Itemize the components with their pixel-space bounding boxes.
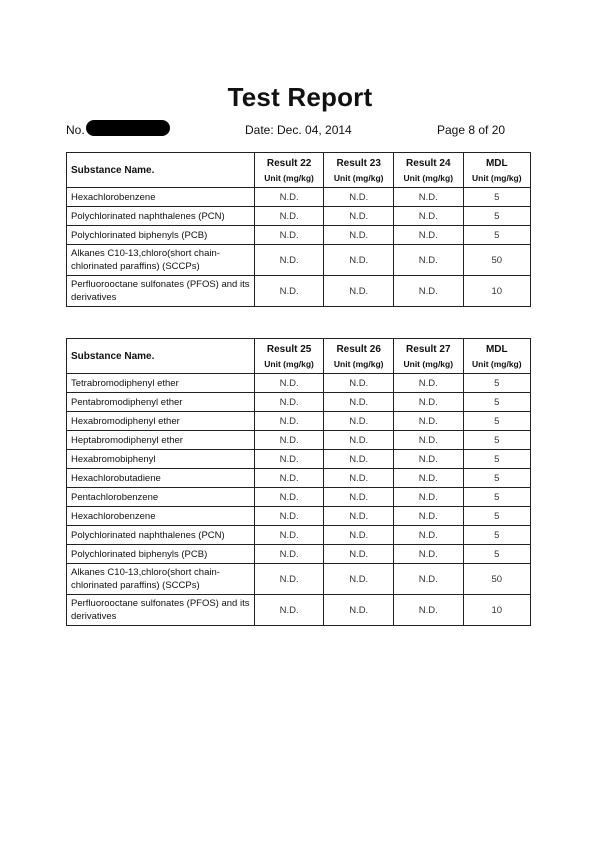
result-value: N.D. xyxy=(324,469,394,488)
result-value: N.D. xyxy=(254,545,324,564)
result-header-label: Result 23 xyxy=(336,157,381,169)
result-header xyxy=(393,153,463,188)
substance-name: Perfluorooctane sulfonates (PFOS) and its derivatives xyxy=(67,595,255,626)
table-row xyxy=(67,507,531,526)
result-value: N.D. xyxy=(324,245,394,276)
unit-label: Unit (mg/kg) xyxy=(333,172,384,183)
table-row xyxy=(67,188,531,207)
substance-name: Perfluorooctane sulfonates (PFOS) and its derivatives xyxy=(67,276,255,307)
report-number-label: No. xyxy=(66,123,85,137)
substance-name: Polychlorinated biphenyls (PCB) xyxy=(67,226,255,245)
table-row xyxy=(67,450,531,469)
result-value: N.D. xyxy=(324,595,394,626)
table-row xyxy=(67,226,531,245)
mdl-value: 50 xyxy=(463,245,530,276)
substance-name: Polychlorinated biphenyls (PCB) xyxy=(67,545,255,564)
result-value: N.D. xyxy=(393,488,463,507)
redaction-mark xyxy=(86,120,170,136)
result-value: N.D. xyxy=(324,276,394,307)
substance-name: Tetrabromodiphenyl ether xyxy=(67,374,255,393)
unit-label: Unit (mg/kg) xyxy=(472,172,522,183)
mdl-header xyxy=(463,153,530,188)
unit-label: Unit (mg/kg) xyxy=(264,358,314,369)
unit-label: Unit (mg/kg) xyxy=(472,358,522,369)
mdl-value: 10 xyxy=(463,595,530,626)
result-value: N.D. xyxy=(393,374,463,393)
result-value: N.D. xyxy=(393,595,463,626)
result-header xyxy=(254,153,324,188)
substance-name: Polychlorinated naphthalenes (PCN) xyxy=(67,207,255,226)
mdl-value: 10 xyxy=(463,276,530,307)
result-value: N.D. xyxy=(254,374,324,393)
table-row xyxy=(67,207,531,226)
mdl-value: 5 xyxy=(463,226,530,245)
result-header xyxy=(324,153,394,188)
table-row xyxy=(67,595,531,626)
table-row xyxy=(67,545,531,564)
table-row xyxy=(67,469,531,488)
mdl-value: 5 xyxy=(463,374,530,393)
table-row xyxy=(67,526,531,545)
substance-name: Hexachlorobenzene xyxy=(67,507,255,526)
substance-name: Hexachlorobenzene xyxy=(67,188,255,207)
result-value: N.D. xyxy=(324,393,394,412)
mdl-value: 5 xyxy=(463,450,530,469)
result-value: N.D. xyxy=(393,412,463,431)
mdl-value: 5 xyxy=(463,207,530,226)
result-value: N.D. xyxy=(324,431,394,450)
table-row xyxy=(67,412,531,431)
result-value: N.D. xyxy=(393,245,463,276)
mdl-value: 50 xyxy=(463,564,530,595)
result-value: N.D. xyxy=(393,393,463,412)
result-header-label: Result 25 xyxy=(266,343,312,355)
result-value: N.D. xyxy=(254,276,324,307)
result-value: N.D. xyxy=(254,469,324,488)
result-value: N.D. xyxy=(393,469,463,488)
result-value: N.D. xyxy=(324,545,394,564)
results-table-2 xyxy=(66,338,531,626)
result-value: N.D. xyxy=(254,412,324,431)
mdl-value: 5 xyxy=(463,488,530,507)
mdl-value: 5 xyxy=(463,431,530,450)
result-value: N.D. xyxy=(393,226,463,245)
substance-name: Alkanes C10-13,chloro(short chain-chlorinated paraffins) (SCCPs) xyxy=(67,564,255,595)
result-value: N.D. xyxy=(254,431,324,450)
result-value: N.D. xyxy=(254,564,324,595)
result-value: N.D. xyxy=(254,245,324,276)
report-title: Test Report xyxy=(227,82,373,112)
result-value: N.D. xyxy=(254,595,324,626)
result-header-label: Result 22 xyxy=(266,157,312,169)
result-header xyxy=(393,339,463,374)
unit-label: Unit (mg/kg) xyxy=(333,358,384,369)
result-value: N.D. xyxy=(393,526,463,545)
table-row xyxy=(67,276,531,307)
substance-name: Pentachlorobenzene xyxy=(67,488,255,507)
substance-name: Hexabromodiphenyl ether xyxy=(67,412,255,431)
substance-name: Hexabromobiphenyl xyxy=(67,450,255,469)
mdl-value: 5 xyxy=(463,393,530,412)
substance-name: Polychlorinated naphthalenes (PCN) xyxy=(67,526,255,545)
result-value: N.D. xyxy=(393,450,463,469)
result-header-label: Result 27 xyxy=(406,343,451,355)
mdl-header xyxy=(463,339,530,374)
table-row xyxy=(67,393,531,412)
result-value: N.D. xyxy=(254,393,324,412)
mdl-value: 5 xyxy=(463,526,530,545)
result-header-label: Result 24 xyxy=(406,157,451,169)
mdl-value: 5 xyxy=(463,507,530,526)
table-row xyxy=(67,245,531,276)
table-row xyxy=(67,431,531,450)
result-value: N.D. xyxy=(393,564,463,595)
mdl-value: 5 xyxy=(463,188,530,207)
result-value: N.D. xyxy=(393,545,463,564)
result-value: N.D. xyxy=(324,526,394,545)
mdl-value: 5 xyxy=(463,412,530,431)
results-table-1 xyxy=(66,152,531,307)
result-header xyxy=(324,339,394,374)
result-value: N.D. xyxy=(324,188,394,207)
result-value: N.D. xyxy=(393,431,463,450)
result-value: N.D. xyxy=(393,188,463,207)
result-value: N.D. xyxy=(324,412,394,431)
substance-name: Alkanes C10-13,chloro(short chain-chlorinated paraffins) (SCCPs) xyxy=(67,245,255,276)
result-value: N.D. xyxy=(324,564,394,595)
result-value: N.D. xyxy=(324,374,394,393)
result-value: N.D. xyxy=(393,207,463,226)
result-value: N.D. xyxy=(393,507,463,526)
unit-label: Unit (mg/kg) xyxy=(403,358,454,369)
result-value: N.D. xyxy=(324,507,394,526)
mdl-header-label: MDL xyxy=(485,343,508,355)
result-value: N.D. xyxy=(254,526,324,545)
result-value: N.D. xyxy=(324,226,394,245)
mdl-value: 5 xyxy=(463,469,530,488)
mdl-header-label: MDL xyxy=(485,157,508,169)
result-value: N.D. xyxy=(324,488,394,507)
substance-name: Heptabromodiphenyl ether xyxy=(67,431,255,450)
table-row xyxy=(67,488,531,507)
table-header-row xyxy=(67,339,531,374)
table-row xyxy=(67,564,531,595)
report-date: Date: Dec. 04, 2014 xyxy=(245,123,352,137)
unit-label: Unit (mg/kg) xyxy=(403,172,454,183)
result-header xyxy=(254,339,324,374)
result-value: N.D. xyxy=(324,207,394,226)
table-row xyxy=(67,374,531,393)
result-value: N.D. xyxy=(324,450,394,469)
unit-label: Unit (mg/kg) xyxy=(264,172,314,183)
substance-name: Hexachlorobutadiene xyxy=(67,469,255,488)
result-value: N.D. xyxy=(254,188,324,207)
result-header-label: Result 26 xyxy=(336,343,381,355)
substance-name: Pentabromodiphenyl ether xyxy=(67,393,255,412)
result-value: N.D. xyxy=(254,450,324,469)
substance-header: Substance Name. xyxy=(67,339,255,374)
result-value: N.D. xyxy=(393,276,463,307)
result-value: N.D. xyxy=(254,226,324,245)
result-value: N.D. xyxy=(254,207,324,226)
table-header-row xyxy=(67,153,531,188)
result-value: N.D. xyxy=(254,507,324,526)
result-value: N.D. xyxy=(254,488,324,507)
substance-header: Substance Name. xyxy=(67,153,255,188)
mdl-value: 5 xyxy=(463,545,530,564)
page-indicator: Page 8 of 20 xyxy=(437,123,506,137)
